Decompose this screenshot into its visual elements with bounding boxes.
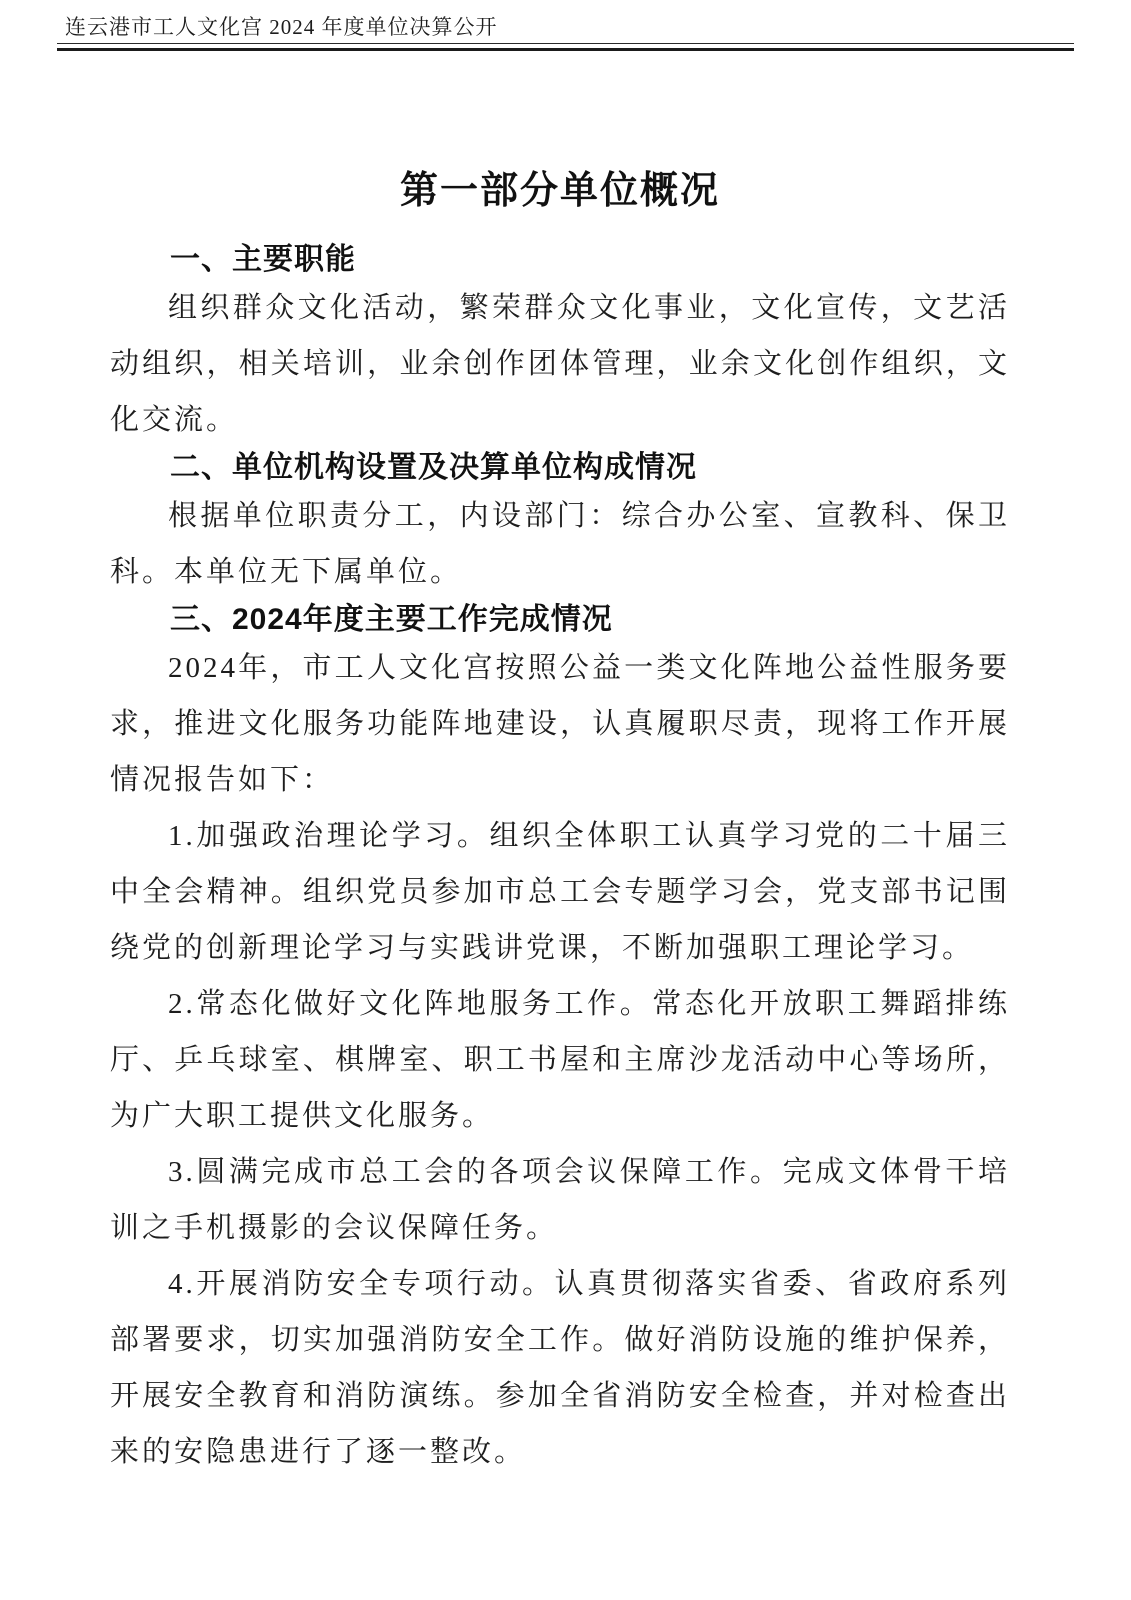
document-header	[57, 14, 1074, 51]
section-work-completion	[110, 600, 1010, 1480]
section-3-item-4: 4.开展消防安全专项行动。认真贯彻落实省委、省政府系列部署要求，切实加强消防安全工作。做好消防设施的维护保养，开展安全教育和消防演练。参加全省消防安全检查，并对检查出来的安隐患进行了逐一整改。	[110, 1268, 1010, 1468]
section-3-item-1: 1.加强政治理论学习。组织全体职工认真学习党的二十届三中全会精神。组织党员参加市总工会专题学习会，党支部书记围绕党的创新理论学习与实践讲党课，不断加强职工理论学习。	[110, 820, 1010, 964]
section-heading-3: 三、2024年度主要工作完成情况	[170, 603, 613, 636]
section-org-structure	[110, 448, 1010, 600]
section-3-item-2: 2.常态化做好文化阵地服务工作。常态化开放职工舞蹈排练厅、乒乓球室、棋牌室、职工书屋和主席沙龙活动中心等场所，为广大职工提供文化服务。	[110, 988, 1010, 1132]
document-body	[110, 152, 1010, 1480]
section-3-paragraph-intro: 2024年，市工人文化宫按照公益一类文化阵地公益性服务要求，推进文化服务功能阵地建设，认真履职尽责，现将工作开展情况报告如下：	[110, 652, 1010, 796]
section-heading-1: 一、主要职能	[170, 243, 356, 276]
section-1-paragraph-1: 组织群众文化活动，繁荣群众文化事业，文化宣传，文艺活动组织，相关培训，业余创作团体管理，业余文化创作组织，文化交流。	[110, 292, 1010, 436]
page-title: 第一部分单位概况	[399, 170, 720, 212]
section-heading-2: 二、单位机构设置及决算单位构成情况	[170, 451, 697, 484]
document-header-text: 连云港市工人文化宫 2024 年度单位决算公开	[57, 14, 1074, 44]
header-double-rule	[57, 48, 1074, 51]
section-3-item-3: 3.圆满完成市总工会的各项会议保障工作。完成文体骨干培训之手机摄影的会议保障任务。	[110, 1156, 1010, 1244]
section-2-paragraph-1: 根据单位职责分工，内设部门：综合办公室、宣教科、保卫科。本单位无下属单位。	[110, 500, 1010, 588]
section-main-functions	[110, 240, 1010, 448]
